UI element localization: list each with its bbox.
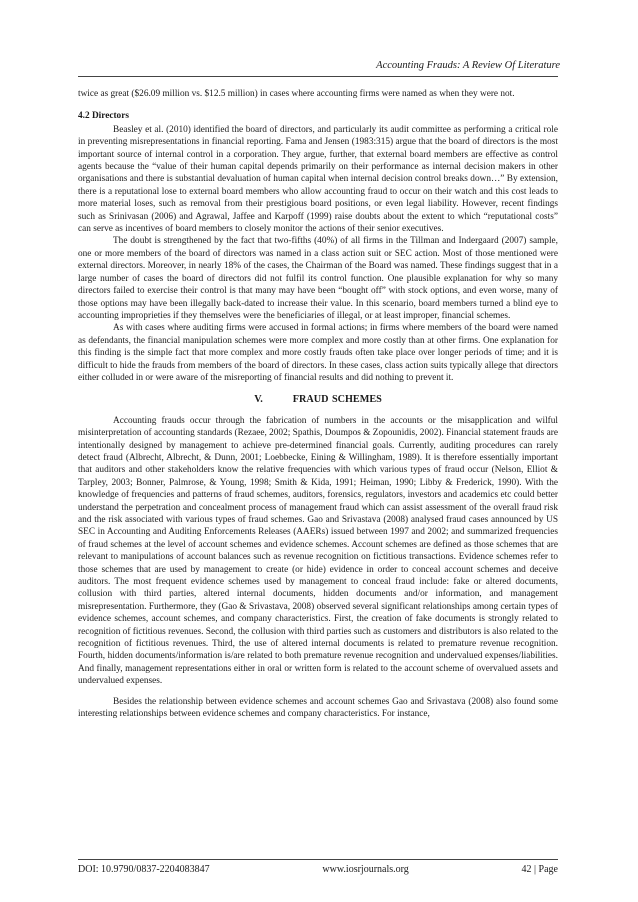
running-title: Accounting Frauds: A Review Of Literature [376,60,560,71]
footer-rule [78,859,558,860]
paragraph: Accounting frauds occur through the fabrication of numbers in the accounts or the misapplication and wilful misinterpretation of accounting standards (Rezaee, 2002; Spathis, Doumpos & Zopounidis, 2002). Financial statement frauds are intentionally designed by management to achieve pre-determined financial goals. Currently, auditing procedures can rarely detect fraud (Albrecht, Albrecht, & Dunn, 2001; Loebbecke, Eining & Willingham, 1989). It is therefore essentially important that auditors and other stakeholders know the relative frequencies with which various types of fraud occur (Nelson, Elliot & Tarpley, 2003; Bonner, Palmrose, & Young, 1998; Smith & Kida, 1991; Heiman, 1990; Libby & Frederick, 1990). With the knowledge of frequencies and patterns of fraud schemes, auditors, forensics, regulators, investors and academics etc could better understand the perpetration and concealment process of management fraud which can assist assessment of the overall fraud risk and the risk associated with various types of fraud schemes. Gao and Srivastava (2008) analysed fraud cases announced by US SEC in Accounting and Auditing Enforcements Releases (AAERs) issued between 1997 and 2002; and summarized frequencies of fraud schemes at the level of account schemes and evidence schemes. Account schemes are defined as those schemes that are relevant to manipulations of account balances such as revenue recognition on fictitious transactions. Evidence schemes refer to those schemes that are used by management to create (or hide) evidence in order to conceal account schemes and deceive auditors. The most frequent evidence schemes used by management to conceal fraud include: fake or altered documents, collusion with third parties, altered internal documents, hidden documents and/or information, and management misrepresentation. Furthermore, they (Gao & Srivastava, 2008) observed several significant relationships among certain types of evidence schemes, account schemes, and company characteristics. First, the creation of fake documents is strongly related to recognition of fictitious revenues. Second, the collusion with third parties such as customers and distributors is also related to the recognition of fictitious revenues. Third, the use of altered internal documents is related to premature revenue recognition. Fourth, hidden documents/information is/are related to both premature revenue recognition and undervalued expenses/liabilities. And finally, management representations either in oral or written form is related to the account scheme of overvalued assets and undervalued expenses. [78,415,558,687]
paragraph: The doubt is strengthened by the fact that two-fifths (40%) of all firms in the Tillman and Indergaard (2007) sample, one or more members of the board of directors was named in a class action suit or SEC action. Most of those mentioned were external directors. Moreover, in nearly 18% of the cases, the Chairman of the Board was named. These findings suggest that in a large number of cases the board of directors did not fulfil its control function. One plausible explanation for why so many directors failed to exercise their control is that many may have been “bought off” with stock options, and even worse, many of those options may have been illegally back-dated to increase their value. In this scenario, board members turned a blind eye to accounting improprieties if they themselves were the beneficiaries of illegal, or at least improper, financial schemes. [78,236,558,321]
page-footer [78,864,558,875]
continued-paragraph: twice as great ($26.09 million vs. $12.5 million) in cases where accounting firms were named as when they were not. [78,89,515,99]
section-number: V. [254,394,263,406]
paragraph: Beasley et al. (2010) identified the board of directors, and particularly its audit committee as performing a critical role in preventing misrepresentations in financial reporting. Fama and Jensen (1983:315) argue that the board of directors is the most important source of internal control in a corporation. They argue, further, that external board members are effective as control agents because the “value of their human capital depends primarily on their performance as internal decision makers in other organisations and there is substantial devaluation of human capital when internal decision control breaks down…” By extension, there is a reputational lose to external board members who allow accounting fraud to occur on their watch and this cost leads to more material loses, such as removal from their prestigious board positions, or even legal liability. However, recent findings such as Srinivasan (2006) and Agrawal, Jaffee and Karpoff (1999) raise doubts about the extent to which “reputational costs” can serve as incentives of board members to closely monitor the actions of their senior executives. [78,124,558,235]
section-heading-fraud-schemes [78,394,558,406]
article-body [78,88,558,721]
doi-text: DOI: 10.9790/0837-2204083847 [78,864,210,875]
page-number: 42 | Page [521,864,558,875]
paragraph: As with cases where auditing firms were accused in formal actions; in firms where members of the board were named as defendants, the financial manipulation schemes were more complex and more costly than at other firms. One explanation for this finding is the simple fact that more complex and more costly frauds often take place over longer periods of time; and it is difficult to hide the frauds from members of the board of directors. In these cases, class action suits typically allege that directors either colluded in or were aware of the misreporting of financial results and did nothing to prevent it. [78,323,558,383]
section-title: FRAUD SCHEMES [292,394,382,406]
paragraph: Besides the relationship between evidence schemes and account schemes Gao and Srivastava (2008) also found some interesting relationships between evidence schemes and company characteristics. For instance, [78,696,558,720]
journal-site: www.iosrjournals.org [322,864,409,875]
header-rule [78,76,558,77]
section-heading-directors: 4.2 Directors [78,111,129,122]
